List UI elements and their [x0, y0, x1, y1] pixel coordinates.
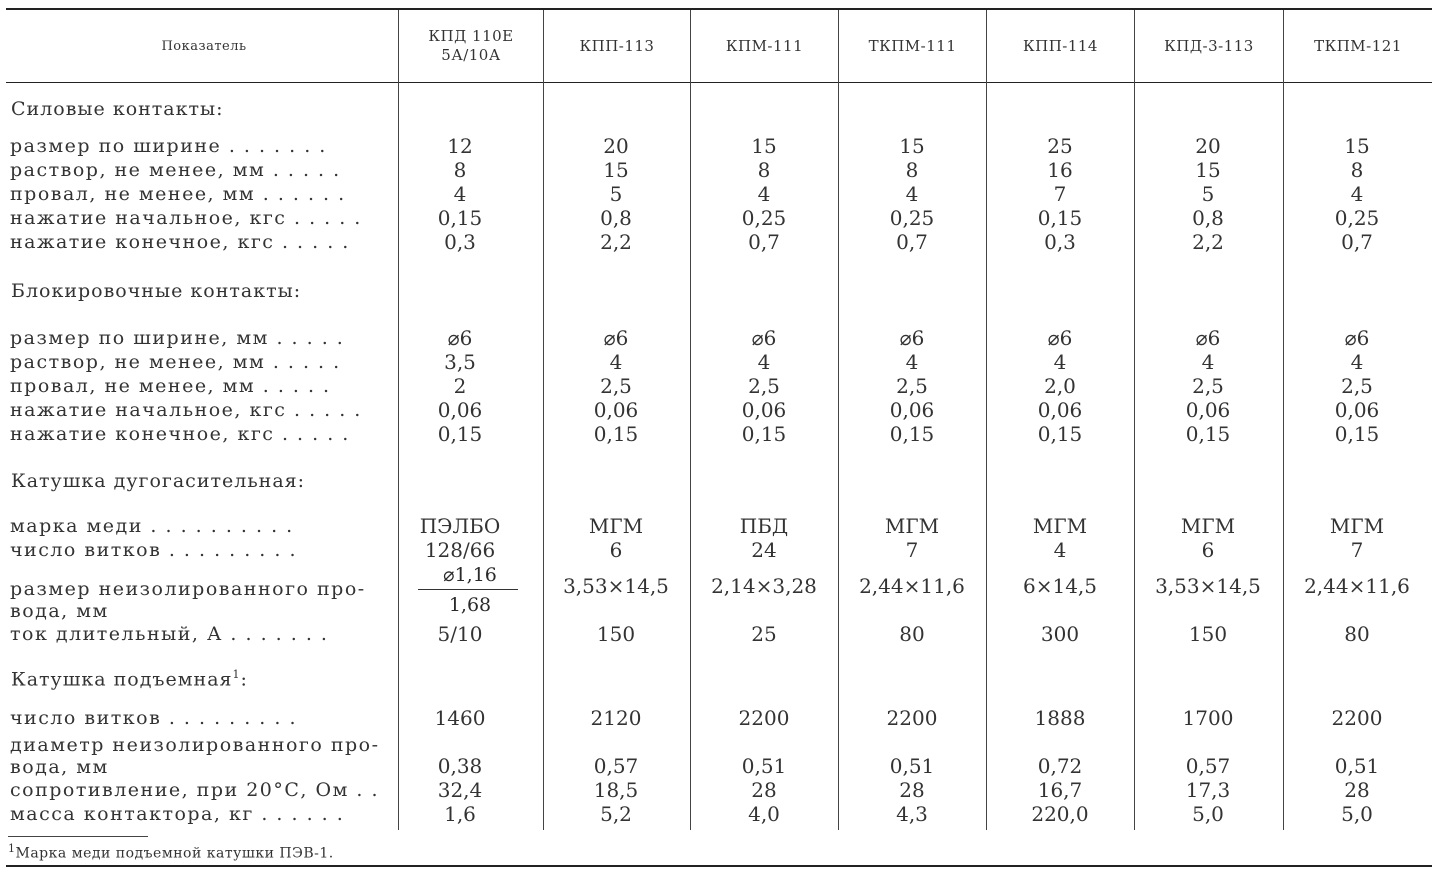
header-col-line1: ТКПМ-121 — [1314, 36, 1402, 55]
table-cell: 0,72 — [1037, 754, 1083, 778]
table-cell: 2,2 — [600, 230, 632, 254]
row-label-wire-size-line2: вода, мм — [10, 600, 109, 622]
table-cell: 0,06 — [1185, 398, 1231, 422]
table-cell: 0,15 — [437, 422, 483, 446]
table-cell: 1460 — [434, 706, 486, 730]
table-cell: 6 — [609, 538, 623, 562]
table-cell: 16,7 — [1037, 778, 1083, 802]
table-cell: 0,15 — [593, 422, 639, 446]
table-cell: 6×14,5 — [1022, 574, 1097, 598]
table-cell: 4 — [757, 182, 771, 206]
table-cell: 0,57 — [1185, 754, 1231, 778]
table-cell: 15 — [1344, 134, 1370, 158]
row-label-diameter-line1: диаметр неизолированного про- — [10, 734, 380, 756]
section-lift-coil-sup: 1 — [232, 668, 241, 681]
table-cell: 0,15 — [889, 422, 935, 446]
table-cell: 0,25 — [1334, 206, 1380, 230]
section-arc-coil: Катушка дугогасительная: — [11, 470, 306, 492]
table-cell: ⌀6 — [603, 326, 629, 350]
table-cell: 150 — [596, 622, 636, 646]
row-label: число витков . . . . . . . . . — [10, 539, 298, 561]
table-cell: 0,25 — [741, 206, 787, 230]
table-cell: 18,5 — [593, 778, 639, 802]
table-cell: 0,51 — [889, 754, 935, 778]
row-label: ток длительный, А . . . . . . . — [10, 623, 329, 645]
table-cell: 2200 — [1331, 706, 1383, 730]
header-col-tkpm111 — [839, 11, 986, 81]
table-cell: 0,51 — [1334, 754, 1380, 778]
table-cell: МГМ — [1032, 514, 1088, 538]
row-label-wire-size-line1: размер неизолированного про- — [10, 578, 366, 600]
table-cell: ПБД — [739, 514, 789, 538]
section-power-contacts: Силовые контакты: — [11, 98, 224, 120]
table-cell: 0,06 — [437, 398, 483, 422]
table-cell: 4 — [453, 182, 467, 206]
table-cell: 0,51 — [741, 754, 787, 778]
table-cell: 5 — [609, 182, 623, 206]
row-label: нажатие начальное, кгс . . . . . — [10, 399, 362, 421]
table-cell: 2200 — [738, 706, 790, 730]
table-cell: 0,06 — [889, 398, 935, 422]
table-cell: 0,25 — [889, 206, 935, 230]
table-cell: 4 — [1350, 350, 1364, 374]
table-cell: 4 — [905, 350, 919, 374]
section-lift-coil-text: Катушка подъемная — [11, 668, 233, 691]
table-cell: МГМ — [884, 514, 940, 538]
table-cell: 2200 — [886, 706, 938, 730]
table-cell: ПЭЛБО — [419, 514, 501, 538]
table-cell: ⌀6 — [1344, 326, 1370, 350]
table-cell: 220,0 — [1031, 802, 1089, 826]
table-cell: 2,0 — [1044, 374, 1076, 398]
footnote-sup: 1 — [8, 842, 16, 855]
table-cell: 15 — [603, 158, 629, 182]
table-cell: 0,15 — [437, 206, 483, 230]
header-col-kpp114 — [987, 11, 1134, 81]
table-cell: 1700 — [1182, 706, 1234, 730]
section-lift-coil — [11, 668, 248, 690]
column-divider — [838, 10, 839, 830]
row-label: сопротивление, при 20°С, Ом . . — [10, 779, 380, 801]
row-label-diameter-line2: вода, мм — [10, 756, 109, 778]
table-cell: 4,0 — [748, 802, 780, 826]
row-label: число витков . . . . . . . . . — [10, 707, 298, 729]
header-col-kpd3113 — [1135, 11, 1283, 81]
table-cell: ⌀6 — [751, 326, 777, 350]
table-cell: МГМ — [588, 514, 644, 538]
table-cell: 80 — [1344, 622, 1370, 646]
header-col-line1: КПП-113 — [579, 36, 655, 55]
header-indicator-text: Показатель — [161, 38, 247, 54]
table-cell: 0,7 — [1341, 230, 1373, 254]
column-divider — [543, 10, 544, 830]
table-cell: 2,5 — [600, 374, 632, 398]
footnote-separator — [8, 836, 148, 837]
table-cell: 24 — [751, 538, 777, 562]
table-cell: 2,5 — [1192, 374, 1224, 398]
table-cell: 2,44×11,6 — [859, 574, 965, 598]
table-cell: 2,14×3,28 — [711, 574, 817, 598]
row-label: провал, не менее, мм . . . . . — [10, 375, 331, 397]
header-col-line1: КПД 110Е — [428, 27, 514, 45]
table-cell: 2,2 — [1192, 230, 1224, 254]
table-cell: 0,06 — [741, 398, 787, 422]
table-cell: 4 — [1053, 350, 1067, 374]
top-rule — [6, 8, 1432, 10]
table-cell: ⌀6 — [447, 326, 473, 350]
table-cell: 7 — [905, 538, 919, 562]
table-cell: 5,2 — [600, 802, 632, 826]
section-blocking-contacts: Блокировочные контакты: — [11, 280, 302, 302]
table-cell: 0,06 — [1334, 398, 1380, 422]
table-cell: 4 — [905, 182, 919, 206]
table-cell: 20 — [603, 134, 629, 158]
header-col-line1: КПМ-111 — [725, 36, 804, 55]
table-cell: 2 — [453, 374, 467, 398]
header-indicator — [10, 11, 398, 81]
table-cell: 4 — [609, 350, 623, 374]
row-label: нажатие начальное, кгс . . . . . — [10, 207, 362, 229]
row-label: размер по ширине . . . . . . . — [10, 135, 327, 157]
row-label: нажатие конечное, кгс . . . . . — [10, 423, 350, 445]
table-cell: 15 — [751, 134, 777, 158]
table-cell: 5,0 — [1341, 802, 1373, 826]
header-col-line1: ТКПМ-111 — [868, 36, 957, 55]
column-divider — [1134, 10, 1135, 830]
table-cell: 8 — [1350, 158, 1364, 182]
wire-frac-line — [418, 589, 518, 590]
table-cell: 80 — [899, 622, 925, 646]
header-col-kpm111 — [691, 11, 838, 81]
table-cell: 300 — [1040, 622, 1080, 646]
header-col-line1: КПП-114 — [1023, 36, 1098, 55]
table-cell: 2,5 — [748, 374, 780, 398]
table-cell: 4 — [1350, 182, 1364, 206]
table-cell: 0,15 — [1037, 206, 1083, 230]
table-cell: 2,5 — [1341, 374, 1373, 398]
table-cell: 32,4 — [437, 778, 483, 802]
header-bottom-rule — [6, 82, 1432, 83]
table-cell: 3,53×14,5 — [563, 574, 669, 598]
table-cell: 0,8 — [600, 206, 632, 230]
table-cell: 0,3 — [444, 230, 476, 254]
table-cell: 150 — [1188, 622, 1228, 646]
header-col-kpp113 — [544, 11, 690, 81]
header-col-line1: КПД-3-113 — [1164, 36, 1254, 55]
wire-frac-top: ⌀1,16 — [443, 564, 497, 586]
table-cell: ⌀6 — [899, 326, 925, 350]
row-label: марка меди . . . . . . . . . . — [10, 515, 294, 537]
table-cell: 0,7 — [748, 230, 780, 254]
table-cell: 0,8 — [1192, 206, 1224, 230]
table-cell: 3,53×14,5 — [1155, 574, 1261, 598]
header-col-line2: 5А/10А — [441, 46, 501, 64]
table-cell: 0,15 — [1037, 422, 1083, 446]
header-col-tkpm121 — [1284, 11, 1432, 81]
table-cell: 0,3 — [1044, 230, 1076, 254]
table-cell: 4 — [1053, 538, 1067, 562]
table-cell: 8 — [453, 158, 467, 182]
table-cell: 25 — [1047, 134, 1073, 158]
table-cell: 4 — [1201, 350, 1215, 374]
column-divider — [1283, 10, 1284, 830]
table-cell: 4,3 — [896, 802, 928, 826]
table-cell: 28 — [751, 778, 777, 802]
table-cell: 0,15 — [1185, 422, 1231, 446]
table-cell: 15 — [1195, 158, 1221, 182]
table-cell: 128/66 — [424, 538, 496, 562]
table-cell: 2,5 — [896, 374, 928, 398]
table-cell: 0,06 — [593, 398, 639, 422]
table-cell: 20 — [1195, 134, 1221, 158]
table-cell: 1888 — [1034, 706, 1086, 730]
row-label: раствор, не менее, мм . . . . . — [10, 351, 341, 373]
table-cell: 0,7 — [896, 230, 928, 254]
table-cell: 2,44×11,6 — [1304, 574, 1410, 598]
column-divider — [986, 10, 987, 830]
table-cell: 0,06 — [1037, 398, 1083, 422]
table-cell: 5,0 — [1192, 802, 1224, 826]
header-col-kpd110e — [399, 11, 543, 81]
table-cell: 5/10 — [437, 622, 483, 646]
table-cell: 6 — [1201, 538, 1215, 562]
row-label: раствор, не менее, мм . . . . . — [10, 159, 341, 181]
table-cell: 8 — [905, 158, 919, 182]
bottom-rule — [6, 865, 1432, 867]
table-cell: 28 — [1344, 778, 1370, 802]
table-cell: 0,38 — [437, 754, 483, 778]
table-cell: 3,5 — [444, 350, 476, 374]
footnote — [8, 842, 334, 862]
table-cell: 7 — [1053, 182, 1067, 206]
table-cell: 16 — [1047, 158, 1073, 182]
table-cell: 8 — [757, 158, 771, 182]
table-cell: 2120 — [590, 706, 642, 730]
table-cell: МГМ — [1329, 514, 1385, 538]
row-label: масса контактора, кг . . . . . . — [10, 803, 345, 825]
table-cell: 5 — [1201, 182, 1215, 206]
table-cell: ⌀6 — [1195, 326, 1221, 350]
row-label: нажатие конечное, кгс . . . . . — [10, 231, 350, 253]
table-cell: 1,6 — [444, 802, 476, 826]
row-label: размер по ширине, мм . . . . . — [10, 327, 345, 349]
table-cell: МГМ — [1180, 514, 1236, 538]
column-divider — [690, 10, 691, 830]
table-cell: 25 — [751, 622, 777, 646]
table-cell: 0,57 — [593, 754, 639, 778]
table-cell: 0,15 — [741, 422, 787, 446]
table-cell: 17,3 — [1185, 778, 1231, 802]
table-cell: 4 — [757, 350, 771, 374]
table-cell: ⌀6 — [1047, 326, 1073, 350]
table-cell: 15 — [899, 134, 925, 158]
table-cell: 28 — [899, 778, 925, 802]
row-label: провал, не менее, мм . . . . . . — [10, 183, 346, 205]
footnote-text: Марка меди подъемной катушки ПЭВ-1. — [15, 845, 334, 862]
table-cell: 12 — [447, 134, 473, 158]
wire-frac-bottom: 1,68 — [448, 594, 492, 616]
section-lift-coil-colon: : — [240, 668, 248, 691]
table-cell: 7 — [1350, 538, 1364, 562]
table-cell: 0,15 — [1334, 422, 1380, 446]
